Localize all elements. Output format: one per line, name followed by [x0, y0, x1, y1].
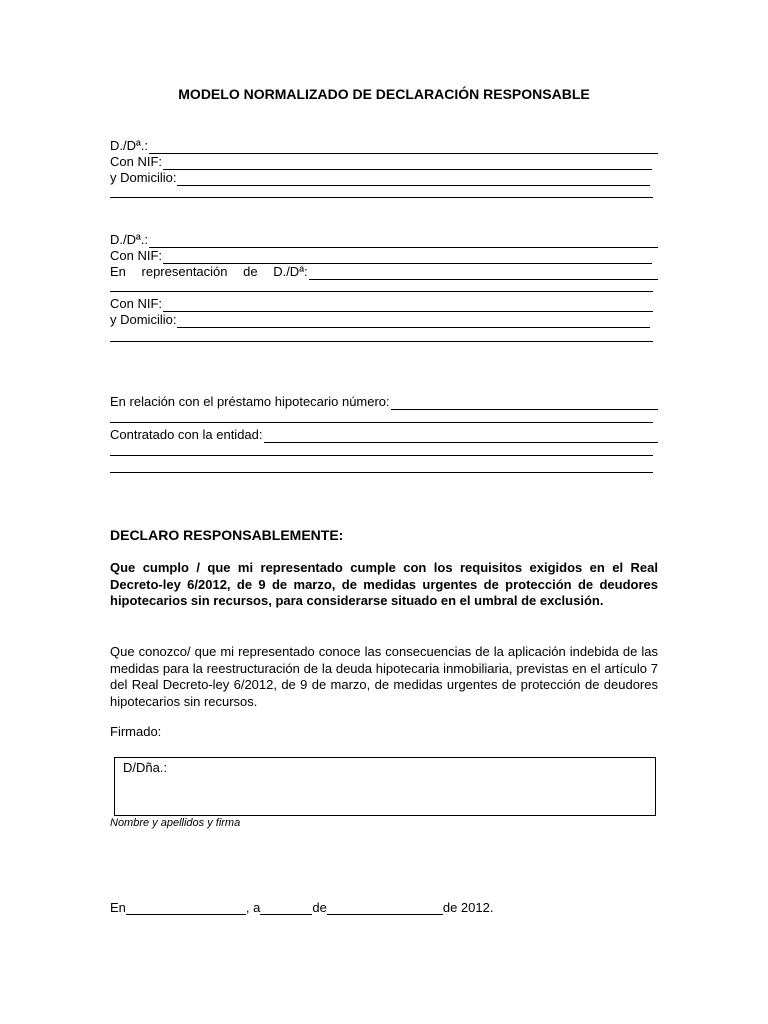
place-blank[interactable] — [126, 903, 246, 915]
domicilio-label: y Domicilio: — [110, 170, 177, 185]
domicilio-field-2[interactable] — [110, 312, 650, 328]
firmado-label: Firmado: — [110, 724, 162, 739]
representacion-label: En representación de D./Dª: — [110, 264, 308, 279]
dd-field-2[interactable] — [110, 232, 658, 248]
nif-blank[interactable] — [163, 158, 652, 170]
blank-line[interactable] — [110, 461, 653, 473]
declaro-heading: DECLARO RESPONSABLEMENTE: — [110, 527, 344, 543]
date-de-label: de — [312, 900, 327, 915]
date-line — [110, 900, 493, 915]
dd-field-1[interactable] — [110, 138, 658, 154]
nif-blank[interactable] — [163, 252, 652, 264]
day-blank[interactable] — [260, 903, 312, 915]
domicilio-blank[interactable] — [177, 174, 650, 186]
normal-paragraph: Que conozco/ que mi representado conoce las consecuencias de la aplicación indebida de las medidas para la reestructuración de la deuda hipotecaria inmobiliaria, previstas en el artículo 7 del Real Decreto-ley 6/2012, de 9 de marzo, de medidas urgentes de protección de deudores hipotecarios sin recursos. — [110, 644, 658, 709]
representacion-field[interactable] — [110, 264, 658, 280]
entidad-blank[interactable] — [264, 431, 659, 443]
prestamo-label: En relación con el préstamo hipotecario número: — [110, 394, 390, 409]
blank-line[interactable] — [110, 280, 653, 292]
blank-line[interactable] — [110, 444, 653, 456]
date-en-label: En — [110, 900, 126, 915]
signature-box-label: D/Dña.: — [123, 760, 168, 775]
nif-label: Con NIF: — [110, 154, 163, 169]
domicilio-label: y Domicilio: — [110, 312, 177, 327]
dd-blank[interactable] — [149, 236, 658, 248]
dd-label: D./Dª.: — [110, 232, 149, 247]
dd-blank[interactable] — [149, 142, 658, 154]
entidad-label: Contratado con la entidad: — [110, 427, 263, 442]
prestamo-field[interactable] — [110, 394, 658, 410]
prestamo-continuation[interactable] — [110, 411, 653, 423]
blank-line[interactable] — [110, 411, 653, 423]
blank-line[interactable] — [110, 186, 653, 198]
nif-field-1[interactable] — [110, 154, 652, 170]
representacion-blank[interactable] — [309, 268, 658, 280]
nif-field-3[interactable] — [110, 296, 653, 312]
nif-field-2[interactable] — [110, 248, 652, 264]
signature-caption: Nombre y apellidos y firma — [110, 817, 241, 829]
domicilio-continuation-2[interactable] — [110, 330, 653, 342]
document-title: MODELO NORMALIZADO DE DECLARACIÓN RESPONSABLE — [178, 86, 590, 102]
date-year-label: de 2012. — [442, 900, 494, 915]
nif-blank[interactable] — [163, 300, 653, 312]
signature-box[interactable] — [114, 757, 656, 816]
bold-paragraph: Que cumplo / que mi representado cumple con los requisitos exigidos en el Real Decreto-ley 6/2012, de 9 de marzo, de medidas urgentes de protección de deudores hipotecarios sin recursos, para considerarse situado en el umbral de exclusión. — [110, 560, 658, 608]
blank-line[interactable] — [110, 330, 653, 342]
nif-label: Con NIF: — [110, 296, 163, 311]
entidad-field[interactable] — [110, 427, 658, 443]
domicilio-field-1[interactable] — [110, 170, 650, 186]
nif-label: Con NIF: — [110, 248, 163, 263]
domicilio-blank[interactable] — [177, 316, 650, 328]
entidad-continuation-2[interactable] — [110, 461, 653, 473]
month-blank[interactable] — [327, 903, 443, 915]
representacion-continuation[interactable] — [110, 280, 653, 292]
dd-label: D./Dª.: — [110, 138, 149, 153]
date-a-label: , a — [245, 900, 261, 915]
domicilio-continuation-1[interactable] — [110, 186, 653, 198]
entidad-continuation-1[interactable] — [110, 444, 653, 456]
prestamo-blank[interactable] — [391, 398, 658, 410]
